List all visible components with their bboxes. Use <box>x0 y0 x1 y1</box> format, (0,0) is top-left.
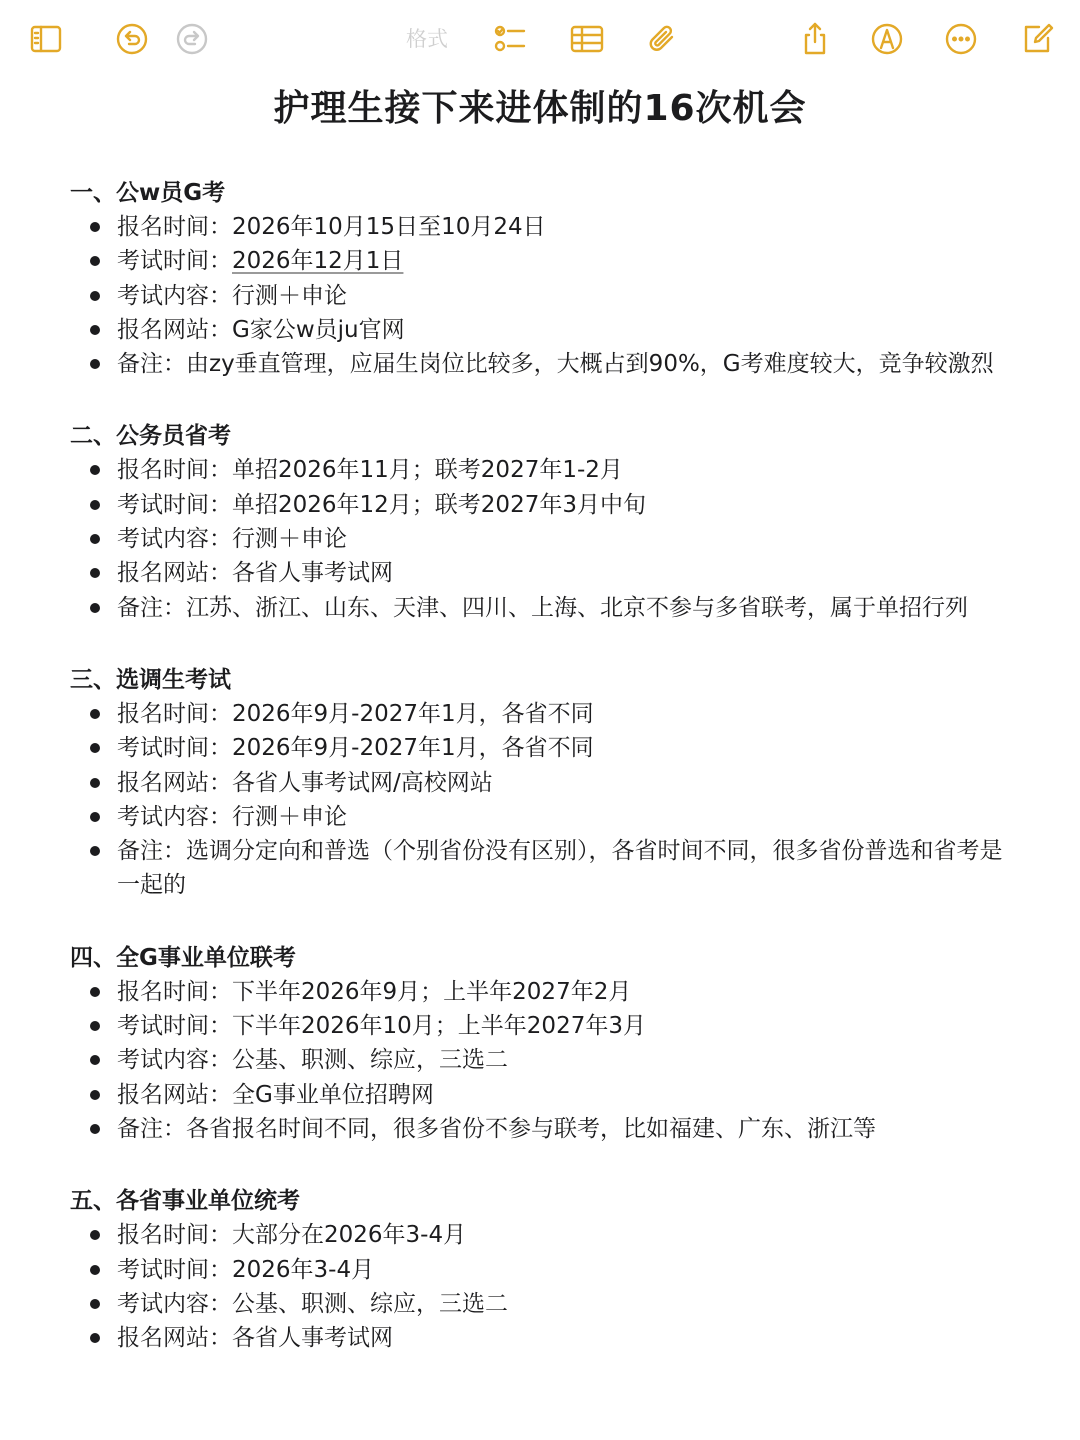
compose-icon[interactable] <box>1016 18 1058 60</box>
bullet-list <box>70 697 1020 903</box>
item-label: 报名网站： <box>117 1081 232 1108</box>
item-label: 备注： <box>117 1115 186 1142</box>
list-item <box>70 1078 1020 1112</box>
toolbar <box>0 0 1080 78</box>
item-value: 公基、职测、综应，三选二 <box>232 1290 508 1317</box>
share-icon[interactable] <box>794 18 836 60</box>
section-heading: 三、选调生考试 <box>70 666 231 693</box>
item-value: 各省人事考试网/高校网站 <box>232 769 493 796</box>
list-item <box>70 800 1020 834</box>
item-label: 考试时间： <box>117 1256 232 1283</box>
item-label: 报名网站： <box>117 769 232 796</box>
item-value-detected-date[interactable]: 2026年12月1日 <box>232 248 404 275</box>
item-value: 各省人事考试网 <box>232 560 393 587</box>
item-value: 公基、职测、综应，三选二 <box>232 1047 508 1074</box>
list-item <box>70 556 1020 590</box>
section-heading: 五、各省事业单位统考 <box>70 1188 300 1215</box>
note-body[interactable] <box>70 176 1020 1393</box>
item-label: 报名时间： <box>117 214 232 240</box>
item-value: 单招2026年11月；联考2027年1-2月 <box>232 457 623 484</box>
item-label: 报名时间： <box>117 457 232 484</box>
checklist-icon[interactable] <box>488 18 530 60</box>
item-label: 考试时间： <box>117 491 232 518</box>
list-item <box>70 488 1020 522</box>
list-item <box>70 591 1020 625</box>
item-value: 下半年2026年9月；上半年2027年2月 <box>232 978 632 1005</box>
list-item <box>70 1112 1020 1146</box>
item-label: 报名网站： <box>117 560 232 587</box>
list-item <box>70 731 1020 765</box>
item-value: 由zy垂直管理，应届生岗位比较多，大概占到90%，G考难度较大，竞争较激烈 <box>186 351 994 378</box>
redo-icon[interactable] <box>171 18 213 60</box>
item-label: 报名时间： <box>117 978 232 1005</box>
item-value: G家公w员ju官网 <box>232 316 405 343</box>
note-title[interactable]: 护理生接下来进体制的16次机会 <box>273 88 807 129</box>
bullet-list <box>70 453 1020 624</box>
item-label: 考试内容： <box>117 803 232 830</box>
format-button[interactable]: 格式 <box>406 27 448 51</box>
item-label: 考试内容： <box>117 282 232 309</box>
item-value: 2026年3-4月 <box>232 1256 375 1283</box>
more-icon[interactable] <box>940 18 982 60</box>
section-selected-graduate-exam <box>70 663 1020 903</box>
item-label: 备注： <box>117 838 186 865</box>
item-value: 大部分在2026年3-4月 <box>232 1222 467 1249</box>
item-label: 报名网站： <box>117 316 232 343</box>
item-value: 江苏、浙江、山东、天津、四川、上海、北京不参与多省联考，属于单招行列 <box>186 594 968 621</box>
item-label: 考试内容： <box>117 526 232 553</box>
list-item <box>70 210 1020 244</box>
section-provincial-civil-service-exam <box>70 419 1020 624</box>
item-label: 备注： <box>117 594 186 621</box>
section-national-civil-service-exam <box>70 176 1020 381</box>
list-item <box>70 1321 1020 1355</box>
item-label: 考试时间： <box>117 1013 232 1040</box>
sidebar-icon[interactable] <box>25 18 67 60</box>
bullet-list <box>70 1218 1020 1355</box>
item-label: 备注： <box>117 351 186 378</box>
list-item <box>70 244 1020 278</box>
paperclip-icon[interactable] <box>642 18 684 60</box>
markup-pen-icon[interactable] <box>866 18 908 60</box>
list-item <box>70 313 1020 347</box>
item-value: 选调分定向和普选（个别省份没有区别），各省时间不同，很多省份普选和省考是一起的 <box>117 838 1003 899</box>
list-item <box>70 279 1020 313</box>
item-value: 全G事业单位招聘网 <box>232 1081 434 1108</box>
item-label: 报名时间： <box>117 700 232 727</box>
list-item <box>70 1043 1020 1077</box>
item-value: 2026年9月-2027年1月，各省不同 <box>232 700 594 727</box>
list-item <box>70 1218 1020 1252</box>
item-label: 考试时间： <box>117 248 232 275</box>
list-item <box>70 347 1020 381</box>
item-value: 各省人事考试网 <box>232 1325 393 1352</box>
list-item <box>70 834 1020 903</box>
item-value: 2026年9月-2027年1月，各省不同 <box>232 735 594 762</box>
item-value: 各省报名时间不同，很多省份不参与联考，比如福建、广东、浙江等 <box>186 1115 876 1142</box>
item-label: 报名时间： <box>117 1222 232 1249</box>
item-value: 下半年2026年10月；上半年2027年3月 <box>232 1013 646 1040</box>
section-heading: 二、公务员省考 <box>70 423 231 450</box>
section-provincial-public-institution-exam <box>70 1184 1020 1355</box>
item-value: 行测＋申论 <box>232 803 347 830</box>
list-item <box>70 1009 1020 1043</box>
list-item <box>70 1287 1020 1321</box>
section-heading: 一、公w员G考 <box>70 180 226 206</box>
item-label: 报名网站： <box>117 1325 232 1352</box>
bullet-list <box>70 210 1020 381</box>
item-value: 单招2026年12月；联考2027年3月中旬 <box>232 491 646 518</box>
item-value: 行测＋申论 <box>232 526 347 553</box>
item-value: 行测＋申论 <box>232 282 347 309</box>
list-item <box>70 697 1020 731</box>
item-label: 考试内容： <box>117 1290 232 1317</box>
list-item <box>70 522 1020 556</box>
list-item <box>70 766 1020 800</box>
item-label: 考试时间： <box>117 735 232 762</box>
bullet-list <box>70 975 1020 1146</box>
list-item <box>70 975 1020 1009</box>
section-heading: 四、全G事业单位联考 <box>70 944 296 971</box>
list-item <box>70 1253 1020 1287</box>
list-item <box>70 453 1020 487</box>
undo-icon[interactable] <box>111 18 153 60</box>
item-value: 2026年10月15日至10月24日 <box>232 214 546 240</box>
item-label: 考试内容： <box>117 1047 232 1074</box>
section-national-public-institution-exam <box>70 941 1020 1146</box>
table-icon[interactable] <box>566 18 608 60</box>
